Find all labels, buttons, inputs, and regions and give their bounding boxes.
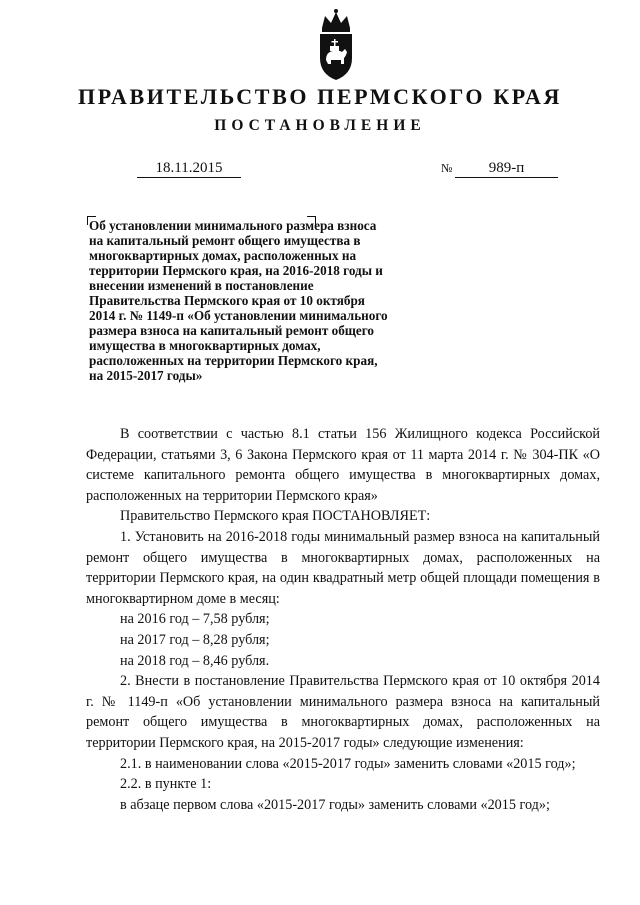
document-date: 18.11.2015 (137, 159, 241, 178)
item-2-2: 2.2. в пункте 1: (120, 776, 212, 793)
item-2: 2. Внести в постановление Правительства Пермского края от 10 октября 2014 г. № 1149-п «Об установлении минимального размера взноса на капитальный ремонт общего имущества в многоквартирных домах, расположенных на территории Пермского края, на 2015-2017 годы» следующие изменения: (86, 673, 600, 751)
rate-2016: на 2016 год – 7,58 рубля; (120, 611, 270, 628)
government-title: ПРАВИТЕЛЬСТВО ПЕРМСКОГО КРАЯ (78, 84, 562, 109)
decree-line: Правительство Пермского края ПОСТАНОВЛЯЕТ: (120, 508, 431, 525)
item-2-1: 2.1. в наименовании слова «2015-2017 годы» заменить словами «2015 год»; (120, 755, 576, 772)
rates-list (86, 609, 600, 671)
document-subject: Об установлении минимального размера взноса на капитальный ремонт общего имущества в многоквартирных домах, расположенных на территории Пермского края, на 2016-2018 годы и внесении изменений в постановление Правительства Пермского края от 10 октября 2014 г. № 1149-п «Об установлении минимального размера взноса на капитальный ремонт общего имущества в многоквартирных домах, расположенных на территории Пермского края, на 2015-2017 годы» (89, 218, 388, 383)
number-sign: № (441, 161, 453, 175)
document-body (86, 424, 600, 815)
item-2-2-a: в абзаце первом слова «2015-2017 годы» заменить словами «2015 год»; (120, 796, 550, 813)
document-number: 989-п (455, 159, 558, 178)
rate-2017: на 2017 год – 8,28 рубля; (120, 631, 270, 648)
perm-krai-coat-of-arms-icon (300, 8, 372, 84)
item-1: 1. Установить на 2016-2018 годы минимальный размер взноса на капитальный ремонт общего имущества в многоквартирных домах, расположенных на территории Пермского края, на один квадратный метр общей площади помещения в многоквартирном доме в месяц: (86, 528, 600, 607)
document-type: ПОСТАНОВЛЕНИЕ (214, 117, 426, 134)
preamble: В соответствии с частью 8.1 статьи 156 Жилищного кодекса Российской Федерации, статьями 3, 6 Закона Пермского края от 11 марта 2014 г. № 304-ПК «О системе капитального ремонта общего имущества в многоквартирных домах, расположенных на территории Пермского края» (86, 426, 600, 504)
rate-2018: на 2018 год – 8,46 рубля. (120, 652, 270, 669)
